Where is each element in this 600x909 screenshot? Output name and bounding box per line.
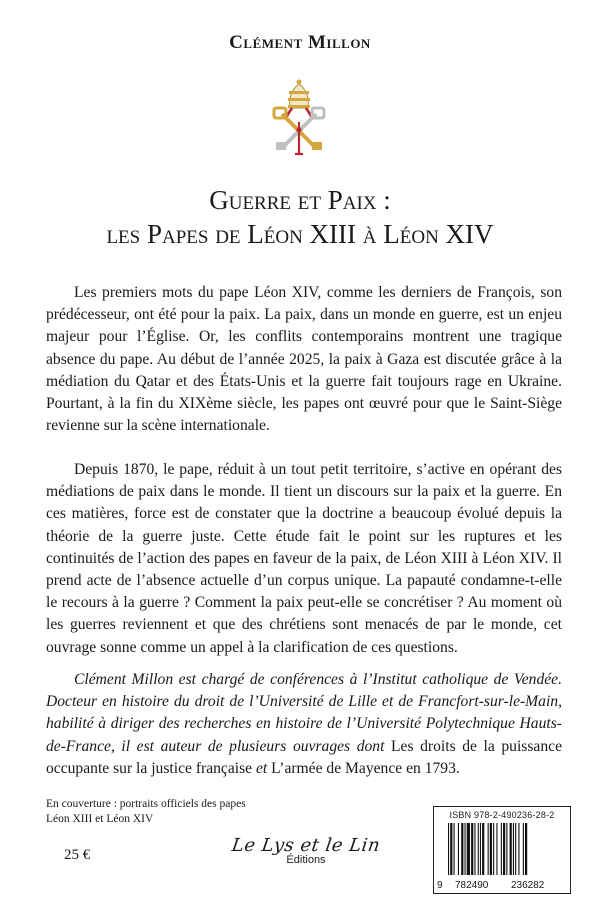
bio-end: .: [455, 759, 460, 777]
isbn-label: ISBN 978-2-490236-28-2: [449, 810, 555, 820]
publisher-subtitle: Éditions: [286, 854, 326, 866]
bio-book-title-2: L’armée de Mayence en 1793: [271, 759, 456, 777]
isbn-barcode: [433, 806, 571, 894]
barcode-digit-prefix: 9: [437, 880, 443, 891]
title-line-1: Guerre et Paix :: [209, 185, 391, 215]
author-bio: [46, 669, 562, 780]
publisher-logo: [226, 831, 386, 881]
barcode-digits-right: 236282: [511, 880, 545, 891]
summary-paragraph-1: Les premiers mots du pape Léon XIV, comme les derniers de François, son prédécesseur, ont été pour la paix. La paix, dans un monde en guerre, est un enjeu majeur pour l’Église. Or, les conflits contemporains montrent une tragique absence du pape. Au début de l’année 2025, la paix à Gaza est discutée grâce à la médiation du Qatar et des États-Unis et la guerre fait toujours rage en Ukraine. Pourtant, à la fin du XIXème siècle, les papes ont œuvré pour que le Saint-Siège revienne sur la scène internationale.: [46, 284, 562, 435]
title-line-2: les Papes de Léon XIII à Léon XIV: [106, 219, 494, 249]
summary-paragraph-2: Depuis 1870, le pape, réduit à un tout petit territoire, s’active en opérant des médiations de paix dans le monde. Il tient un discours sur la paix et la guerre. En ces matières, force est de constater que la doctrine a beaucoup évolué depuis la théorie de la guerre juste. Cette étude fait le point sur les ruptures et les continuités de l’action des papes en faveur de la paix, de Léon XIII à Léon XIV. Il prend acte de l’absence actuelle d’un corpus unique. La papauté condamne-t-elle le recours à la guerre ? Comment la paix peut-elle se concrétiser ? Au moment où les guerres reviennent et que des chrétiens sont menacés de par le monde, cet ouvrage sonne comme un appel à la clarification de ces questions.: [46, 461, 562, 656]
bio-book-title-1: Les droits de la puissance occupante sur la justice française: [46, 737, 562, 777]
author-name: Clément Millon: [229, 32, 371, 53]
bio-text-1: Clément Millon est chargé de conférences à l’Institut catholique de Vendée. Docteur en histoire du droit de l’Université de Lille et de Francfort-sur-le-Main, habilité à diriger des recherches en histoire de l’Université Polytechnique Hauts-de-France, il est auteur de plusieurs ouvrages dont: [46, 671, 562, 755]
papal-keys-tiara-emblem: [268, 78, 330, 158]
barcode-bars: [446, 823, 558, 875]
barcode-digits-left: 782490: [455, 880, 489, 891]
bio-text-2: et: [252, 759, 272, 777]
book-title: [0, 183, 600, 251]
price: 25 €: [64, 847, 91, 863]
cover-note-line-1: En couverture : portraits officiels des papes: [46, 798, 246, 810]
publisher-name: Le Lys et le Lin: [230, 835, 382, 856]
cover-note: [46, 797, 246, 827]
cover-note-line-2: Léon XIII et Léon XIV: [46, 813, 154, 825]
